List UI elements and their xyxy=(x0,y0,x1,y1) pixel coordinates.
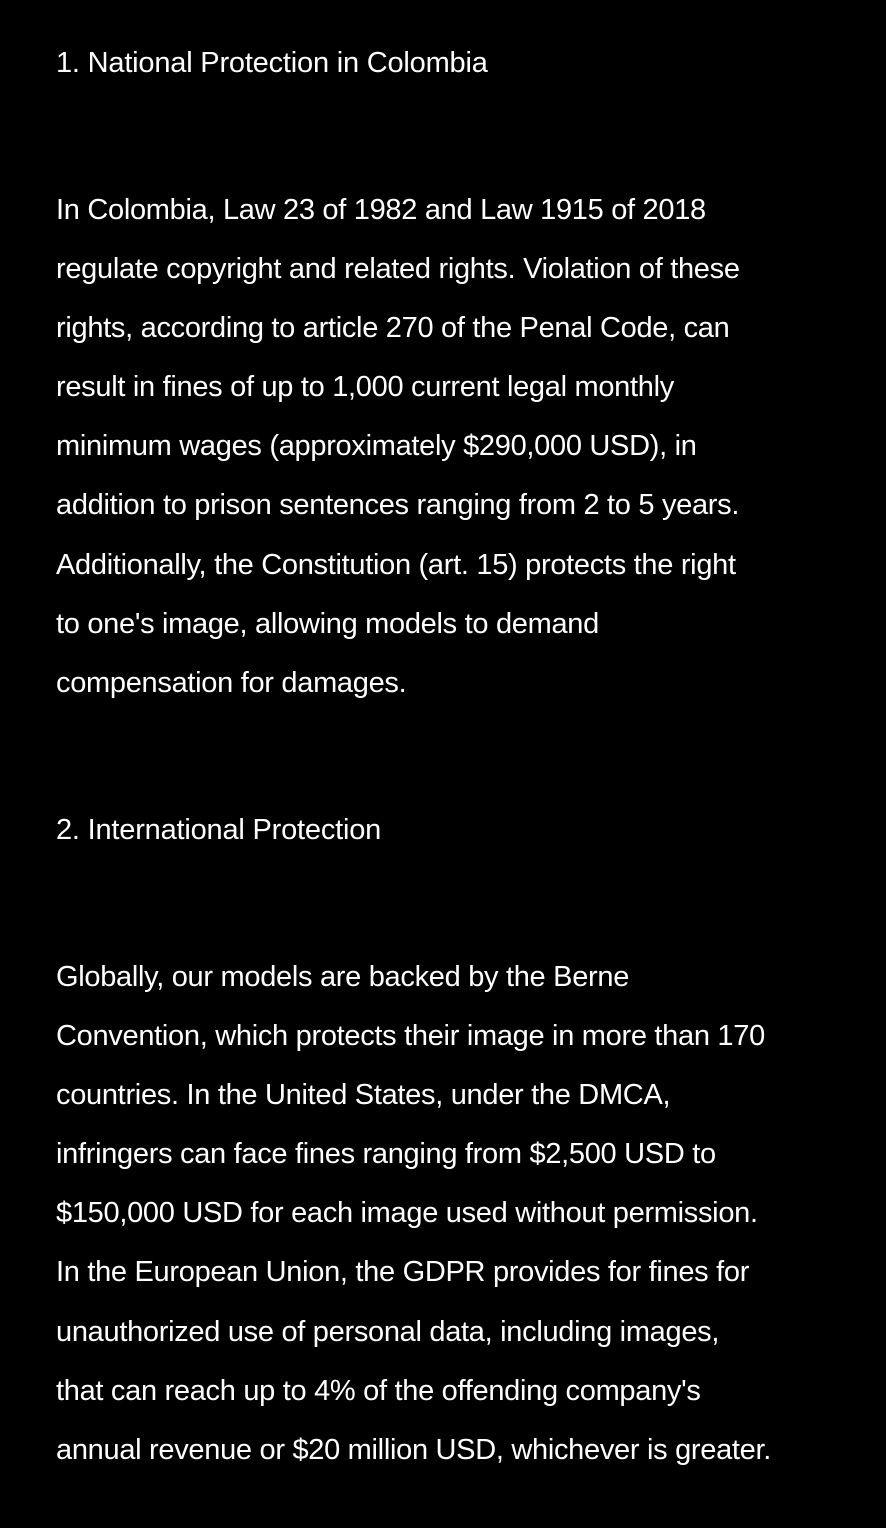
paragraph-line: regulate copyright and related rights. Violation of these xyxy=(56,253,740,286)
paragraph-line: infringers can face fines ranging from $2,500 USD to xyxy=(56,1138,716,1171)
paragraph-line: In Colombia, Law 23 of 1982 and Law 1915 of 2018 xyxy=(56,194,706,226)
section-paragraph-international-protection xyxy=(56,948,771,1480)
paragraph-line: Convention, which protects their image in more than 170 xyxy=(56,1020,765,1053)
paragraph-line: addition to prison sentences ranging from 2 to 5 years. xyxy=(56,489,740,522)
paragraph-line: annual revenue or $20 million USD, whichever is greater. xyxy=(56,1433,772,1466)
paragraph-line: rights, according to article 270 of the Penal Code, can xyxy=(56,312,730,345)
section-paragraph-national-protection xyxy=(56,181,740,713)
paragraph-line: compensation for damages. xyxy=(56,666,407,699)
paragraph-line: minimum wages (approximately $290,000 USD), in xyxy=(56,430,697,463)
paragraph-line: Additionally, the Constitution (art. 15) protects the right xyxy=(56,548,736,581)
paragraph-line: In the European Union, the GDPR provides for fines for xyxy=(56,1256,750,1289)
paragraph-line: that can reach up to 4% of the offending company's xyxy=(56,1374,701,1407)
paragraph-line: result in fines of up to 1,000 current legal monthly xyxy=(56,371,674,404)
paragraph-line: to one's image, allowing models to demand xyxy=(56,607,599,640)
paragraph-line: Globally, our models are backed by the Berne xyxy=(56,961,630,993)
section-heading-international-protection: 2. International Protection xyxy=(56,814,382,846)
paragraph-line: countries. In the United States, under the DMCA, xyxy=(56,1079,671,1112)
section-heading-national-protection: 1. National Protection in Colombia xyxy=(56,47,488,79)
paragraph-line: unauthorized use of personal data, including images, xyxy=(56,1315,720,1348)
paragraph-line: $150,000 USD for each image used without permission. xyxy=(56,1197,758,1230)
